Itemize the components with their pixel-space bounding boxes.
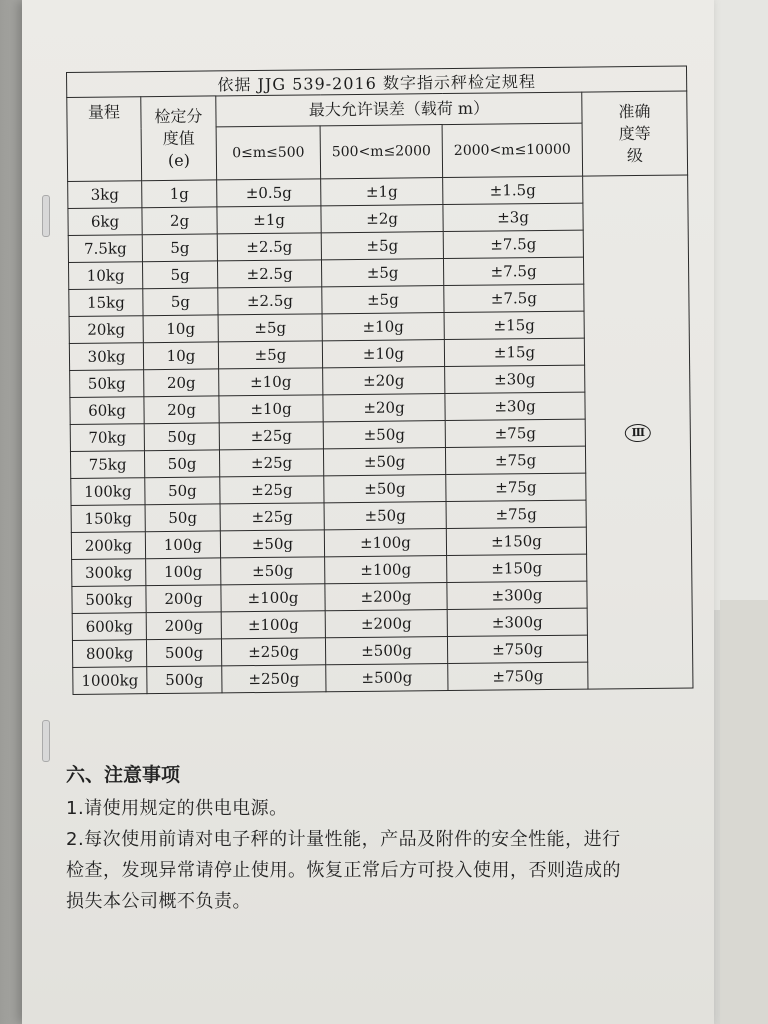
background-paper-lower bbox=[720, 600, 768, 1024]
cell-division: 200g bbox=[146, 585, 221, 613]
cell-division: 100g bbox=[145, 531, 220, 559]
cell-mpe-high: ±150g bbox=[446, 527, 586, 555]
cell-mpe-high: ±750g bbox=[447, 635, 587, 663]
cell-division: 50g bbox=[144, 423, 219, 451]
cell-division: 20g bbox=[144, 396, 219, 424]
cell-division: 50g bbox=[145, 477, 220, 505]
cell-mpe-mid: ±20g bbox=[323, 394, 445, 422]
cell-range: 800kg bbox=[72, 640, 146, 668]
cell-mpe-mid: ±5g bbox=[322, 286, 444, 314]
header-division-line2: 度值 bbox=[162, 128, 195, 148]
cell-division: 5g bbox=[142, 234, 217, 262]
cell-division: 500g bbox=[146, 639, 221, 667]
spec-table-body bbox=[68, 175, 693, 694]
header-range: 量程 bbox=[67, 97, 142, 182]
cell-mpe-low: ±100g bbox=[221, 611, 325, 639]
binding-staple-bottom bbox=[42, 720, 50, 762]
cell-range: 70kg bbox=[70, 424, 144, 452]
cell-mpe-low: ±2.5g bbox=[217, 233, 321, 261]
cell-mpe-low: ±0.5g bbox=[217, 179, 321, 207]
table-title: 依据 JJG 539-2016 数字指示秤检定规程 bbox=[67, 66, 687, 97]
cell-mpe-low: ±50g bbox=[220, 530, 324, 558]
cell-range: 50kg bbox=[70, 370, 144, 398]
table-row bbox=[68, 175, 688, 208]
spec-table-container bbox=[66, 66, 692, 695]
cell-range: 15kg bbox=[69, 289, 143, 317]
header-grade-line1: 准确 bbox=[618, 101, 651, 121]
cell-division: 5g bbox=[142, 261, 217, 289]
header-grade bbox=[582, 91, 688, 176]
cell-mpe-high: ±15g bbox=[444, 338, 584, 366]
cell-range: 75kg bbox=[70, 451, 144, 479]
cell-division: 5g bbox=[143, 288, 218, 316]
cell-mpe-high: ±15g bbox=[444, 311, 584, 339]
binding-staple-top bbox=[42, 195, 50, 237]
cell-division: 50g bbox=[144, 450, 219, 478]
cell-mpe-high: ±300g bbox=[447, 581, 587, 609]
cell-division: 50g bbox=[145, 504, 220, 532]
cell-mpe-low: ±5g bbox=[218, 314, 322, 342]
cell-mpe-mid: ±50g bbox=[324, 502, 446, 530]
cell-mpe-high: ±300g bbox=[447, 608, 587, 636]
cell-range: 3kg bbox=[68, 181, 142, 209]
header-division-line3: (e) bbox=[167, 150, 190, 170]
cell-division: 100g bbox=[146, 558, 221, 586]
cell-range: 10kg bbox=[68, 262, 142, 290]
cell-division: 200g bbox=[146, 612, 221, 640]
cell-range: 500kg bbox=[72, 586, 146, 614]
cell-mpe-low: ±50g bbox=[221, 557, 325, 585]
cell-mpe-mid: ±5g bbox=[321, 232, 443, 260]
cell-mpe-mid: ±2g bbox=[321, 205, 443, 233]
header-division bbox=[141, 96, 217, 181]
accuracy-spec-table bbox=[66, 65, 694, 694]
cell-mpe-mid: ±50g bbox=[323, 448, 445, 476]
cell-range: 20kg bbox=[69, 316, 143, 344]
notes-heading: 六、注意事项 bbox=[66, 764, 181, 786]
cell-mpe-low: ±25g bbox=[219, 422, 323, 450]
cell-mpe-high: ±150g bbox=[447, 554, 587, 582]
header-load-col3: 2000<m≤10000 bbox=[442, 123, 583, 177]
cell-mpe-low: ±2.5g bbox=[218, 287, 322, 315]
header-load-col1: 0≤m≤500 bbox=[216, 126, 321, 180]
cell-mpe-high: ±7.5g bbox=[444, 284, 584, 312]
cell-mpe-high: ±1.5g bbox=[443, 176, 583, 204]
cell-division: 10g bbox=[143, 342, 218, 370]
cell-grade bbox=[583, 175, 693, 689]
cell-mpe-mid: ±50g bbox=[323, 421, 445, 449]
cell-mpe-high: ±3g bbox=[443, 203, 583, 231]
cell-mpe-mid: ±50g bbox=[324, 475, 446, 503]
cell-mpe-high: ±30g bbox=[445, 365, 585, 393]
notes-line: 损失本公司概不负责。 bbox=[66, 891, 251, 912]
cell-range: 100kg bbox=[71, 478, 145, 506]
cell-mpe-high: ±30g bbox=[445, 392, 585, 420]
cell-mpe-mid: ±500g bbox=[326, 664, 448, 692]
cell-division: 1g bbox=[142, 180, 217, 208]
cell-range: 200kg bbox=[71, 532, 145, 560]
cell-mpe-low: ±250g bbox=[222, 665, 326, 693]
table-header-row-1 bbox=[67, 91, 687, 128]
cell-mpe-low: ±25g bbox=[220, 503, 324, 531]
cell-division: 2g bbox=[142, 207, 217, 235]
cell-division: 500g bbox=[147, 666, 222, 694]
cell-mpe-high: ±75g bbox=[446, 473, 586, 501]
cell-mpe-mid: ±100g bbox=[325, 556, 447, 584]
cell-range: 1000kg bbox=[73, 667, 147, 695]
header-load-col2: 500<m≤2000 bbox=[320, 125, 443, 179]
cell-range: 600kg bbox=[72, 613, 146, 641]
cell-range: 60kg bbox=[70, 397, 144, 425]
header-mpe: 最大允许误差（载荷 m） bbox=[216, 92, 582, 127]
cell-range: 300kg bbox=[72, 559, 146, 587]
cell-range: 150kg bbox=[71, 505, 145, 533]
cell-mpe-low: ±10g bbox=[219, 395, 323, 423]
cell-mpe-mid: ±20g bbox=[323, 367, 445, 395]
cell-mpe-mid: ±200g bbox=[325, 610, 447, 638]
notes-section bbox=[66, 760, 706, 917]
cell-mpe-mid: ±500g bbox=[325, 637, 447, 665]
cell-mpe-mid: ±10g bbox=[322, 340, 444, 368]
notes-line: 1.请使用规定的供电电源。 bbox=[66, 798, 288, 819]
cell-mpe-low: ±5g bbox=[218, 341, 322, 369]
cell-mpe-low: ±250g bbox=[221, 638, 325, 666]
notes-line: 2.每次使用前请对电子秤的计量性能，产品及附件的安全性能，进行 bbox=[66, 829, 621, 850]
cell-mpe-low: ±1g bbox=[217, 206, 321, 234]
cell-range: 7.5kg bbox=[68, 235, 142, 263]
cell-mpe-high: ±7.5g bbox=[443, 230, 583, 258]
cell-mpe-low: ±100g bbox=[221, 584, 325, 612]
manual-page bbox=[22, 0, 714, 1024]
cell-range: 30kg bbox=[69, 343, 143, 371]
header-grade-line2: 度等 bbox=[618, 123, 651, 143]
cell-mpe-low: ±25g bbox=[220, 476, 324, 504]
header-division-line1: 检定分 bbox=[154, 106, 203, 126]
cell-mpe-high: ±750g bbox=[448, 662, 588, 690]
header-grade-line3: 级 bbox=[626, 145, 644, 165]
cell-division: 10g bbox=[143, 315, 218, 343]
cell-mpe-mid: ±100g bbox=[324, 529, 446, 557]
cell-mpe-high: ±7.5g bbox=[443, 257, 583, 285]
cell-mpe-high: ±75g bbox=[445, 419, 585, 447]
cell-range: 6kg bbox=[68, 208, 142, 236]
cell-mpe-low: ±25g bbox=[219, 449, 323, 477]
cell-mpe-mid: ±5g bbox=[321, 259, 443, 287]
cell-mpe-mid: ±1g bbox=[321, 178, 443, 206]
grade-symbol: III bbox=[625, 424, 651, 442]
cell-mpe-mid: ±10g bbox=[322, 313, 444, 341]
cell-mpe-high: ±75g bbox=[445, 446, 585, 474]
cell-division: 20g bbox=[144, 369, 219, 397]
cell-mpe-mid: ±200g bbox=[325, 583, 447, 611]
cell-mpe-low: ±2.5g bbox=[217, 260, 321, 288]
cell-mpe-low: ±10g bbox=[219, 368, 323, 396]
notes-line: 检查，发现异常请停止使用。恢复正常后方可投入使用，否则造成的 bbox=[66, 860, 621, 881]
cell-mpe-high: ±75g bbox=[446, 500, 586, 528]
